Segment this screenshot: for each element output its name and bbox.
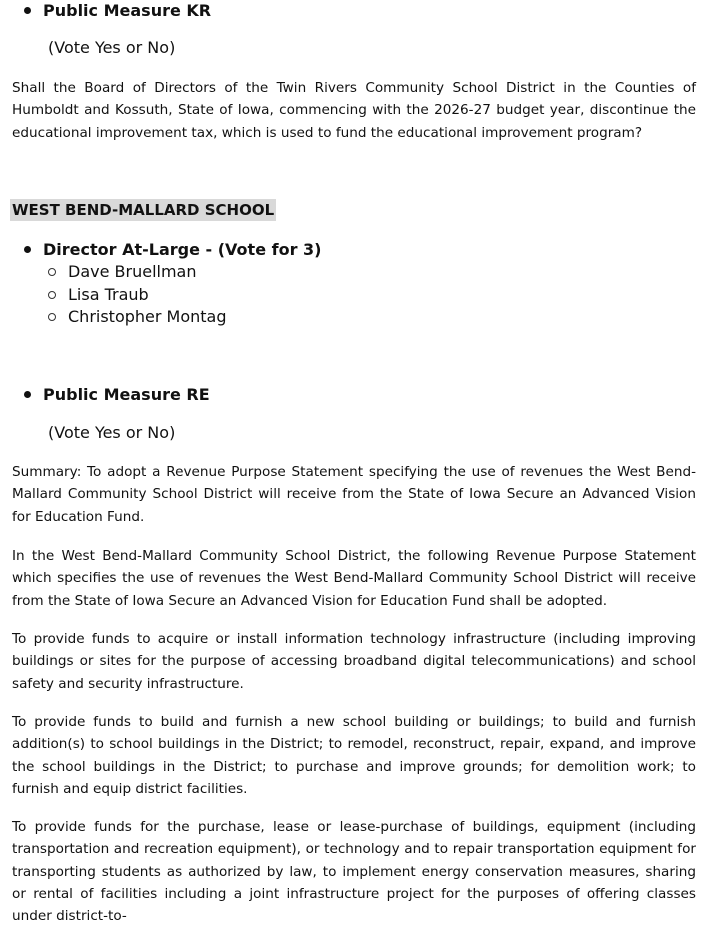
bullet-icon bbox=[24, 391, 31, 398]
circle-bullet-icon bbox=[48, 268, 56, 276]
candidate-item: Lisa Traub bbox=[48, 284, 227, 307]
director-race-title: Director At-Large - (Vote for 3) bbox=[24, 240, 321, 260]
circle-bullet-icon bbox=[48, 313, 56, 321]
measure-kr-text: Shall the Board of Directors of the Twin Rivers Community School District in the Counties of Humboldt and Kossuth, State of Iowa, commencing with the 2026-27 budget year, discontinue the educational improvement tax, which is used to fund the educational improvement program? bbox=[12, 80, 696, 141]
measure-kr-vote-instruction: (Vote Yes or No) bbox=[48, 38, 176, 57]
measure-re-vote-instruction: (Vote Yes or No) bbox=[48, 423, 176, 442]
measure-re-paragraph: To provide funds to acquire or install information technology infrastructure (including improving buildings or sites for the purpose of accessing broadband digital telecommunications) and school safety and security infrastructure. bbox=[12, 631, 696, 692]
measure-re-paragraph: To provide funds to build and furnish a new school building or buildings; to build and furnish addition(s) to school buildings in the District; to remodel, reconstruct, repair, expand, and improve the school buildings in the District; to purchase and improve grounds; for demolition work; to furnish and equip district facilities. bbox=[12, 714, 696, 797]
candidate-item: Dave Bruellman bbox=[48, 261, 227, 284]
measure-re-paragraph: To provide funds for the purchase, lease or lease-purchase of buildings, equipment (including transportation and recreation equipment), or technology and to repair transportation equipment for transporting students as authorized by law, to implement energy conservation measures, sharing or rental of facilities including a joint infrastructure project for the purposes of offering classes under district-to- bbox=[12, 819, 696, 925]
bullet-icon bbox=[24, 7, 31, 14]
candidate-item: Christopher Montag bbox=[48, 306, 227, 329]
measure-re-summary: Summary: To adopt a Revenue Purpose Statement specifying the use of revenues the West Bend-Mallard Community School District will receive from the State of Iowa Secure an Advanced Vision for Education Fund. bbox=[12, 464, 696, 525]
section-heading: WEST BEND-MALLARD SCHOOL bbox=[12, 201, 275, 219]
measure-kr-title: Public Measure KR bbox=[24, 1, 211, 21]
candidate-list bbox=[48, 261, 227, 329]
circle-bullet-icon bbox=[48, 291, 56, 299]
bullet-icon bbox=[24, 246, 31, 253]
measure-re-paragraph: In the West Bend-Mallard Community School District, the following Revenue Purpose Statement which specifies the use of revenues the West Bend-Mallard Community School District will receive from the State of Iowa Secure an Advanced Vision for Education Fund shall be adopted. bbox=[12, 548, 696, 609]
measure-re-title: Public Measure RE bbox=[24, 385, 210, 405]
